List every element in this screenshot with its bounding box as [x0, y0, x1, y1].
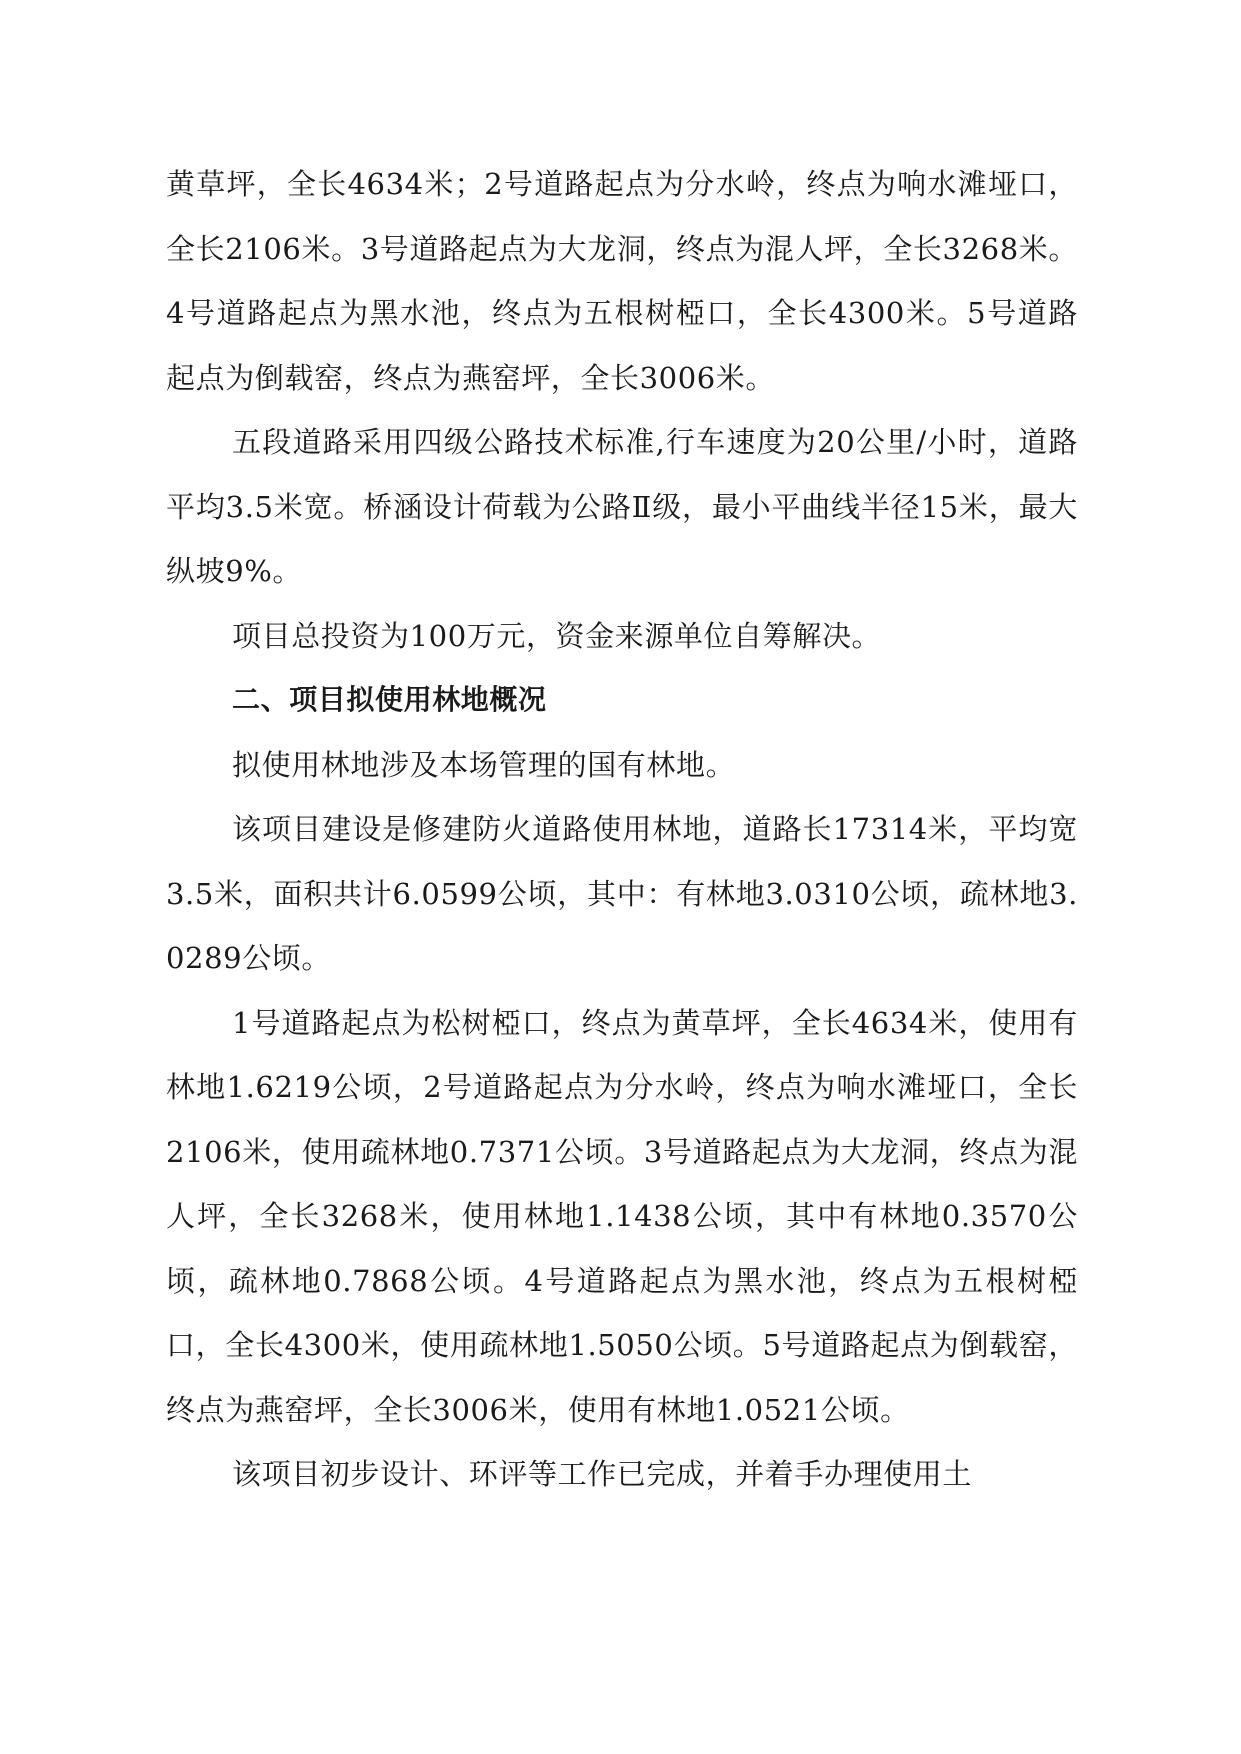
paragraph-project-status: 该项目初步设计、环评等工作已完成，并着手办理使用土: [232, 1457, 973, 1491]
paragraph-forest-land-scope: 拟使用林地涉及本场管理的国有林地。: [232, 747, 736, 782]
paragraph-road-details: 1号道路起点为松树椏口，终点为黄草坪，全长4634米，使用有林地1.6219公顷，2号道路起点为分水岭，终点为响水滩垭口，全长2106米，使用疏林地0.7371公顷。3号道路起点为大龙洞，终点为混人坪，全长3268米，使用林地1.1438公顷，其中有林地0.3570公顷，疏林地0.7868公顷。4号道路起点为黑水池，终点为五根树椏口，全长4300米，使用疏林地1.5050公顷。5号道路起点为倒载窑，终点为燕窑坪，全长3006米，使用有林地1.0521公顷。: [166, 1005, 1078, 1427]
paragraph-forest-land-area: 该项目建设是修建防火道路使用林地，道路长17314米，平均宽3.5米，面积共计6.0599公顷，其中：有林地3.0310公顷，疏林地3.0289公顷。: [166, 812, 1078, 975]
section-heading: 二、项目拟使用林地概况: [232, 683, 547, 716]
paragraph-investment: 项目总投资为100万元，资金来源单位自筹解决。: [232, 618, 882, 653]
paragraph-continuation: 黄草坪，全长4634米；2号道路起点为分水岭，终点为响水滩垭口，全长2106米。3号道路起点为大龙洞，终点为混人坪，全长3268米。4号道路起点为黑水池，终点为五根树椏口，全长4300米。5号道路起点为倒载窑，终点为燕窑坪，全长3006米。: [166, 167, 1078, 395]
paragraph-road-standard: 五段道路采用四级公路技术标准,行车速度为20公里/小时，道路平均3.5米宽。桥涵设计荷载为公路Ⅱ级，最小平曲线半径15米，最大纵坡9%。: [166, 425, 1078, 588]
document-body: [166, 152, 1078, 1507]
